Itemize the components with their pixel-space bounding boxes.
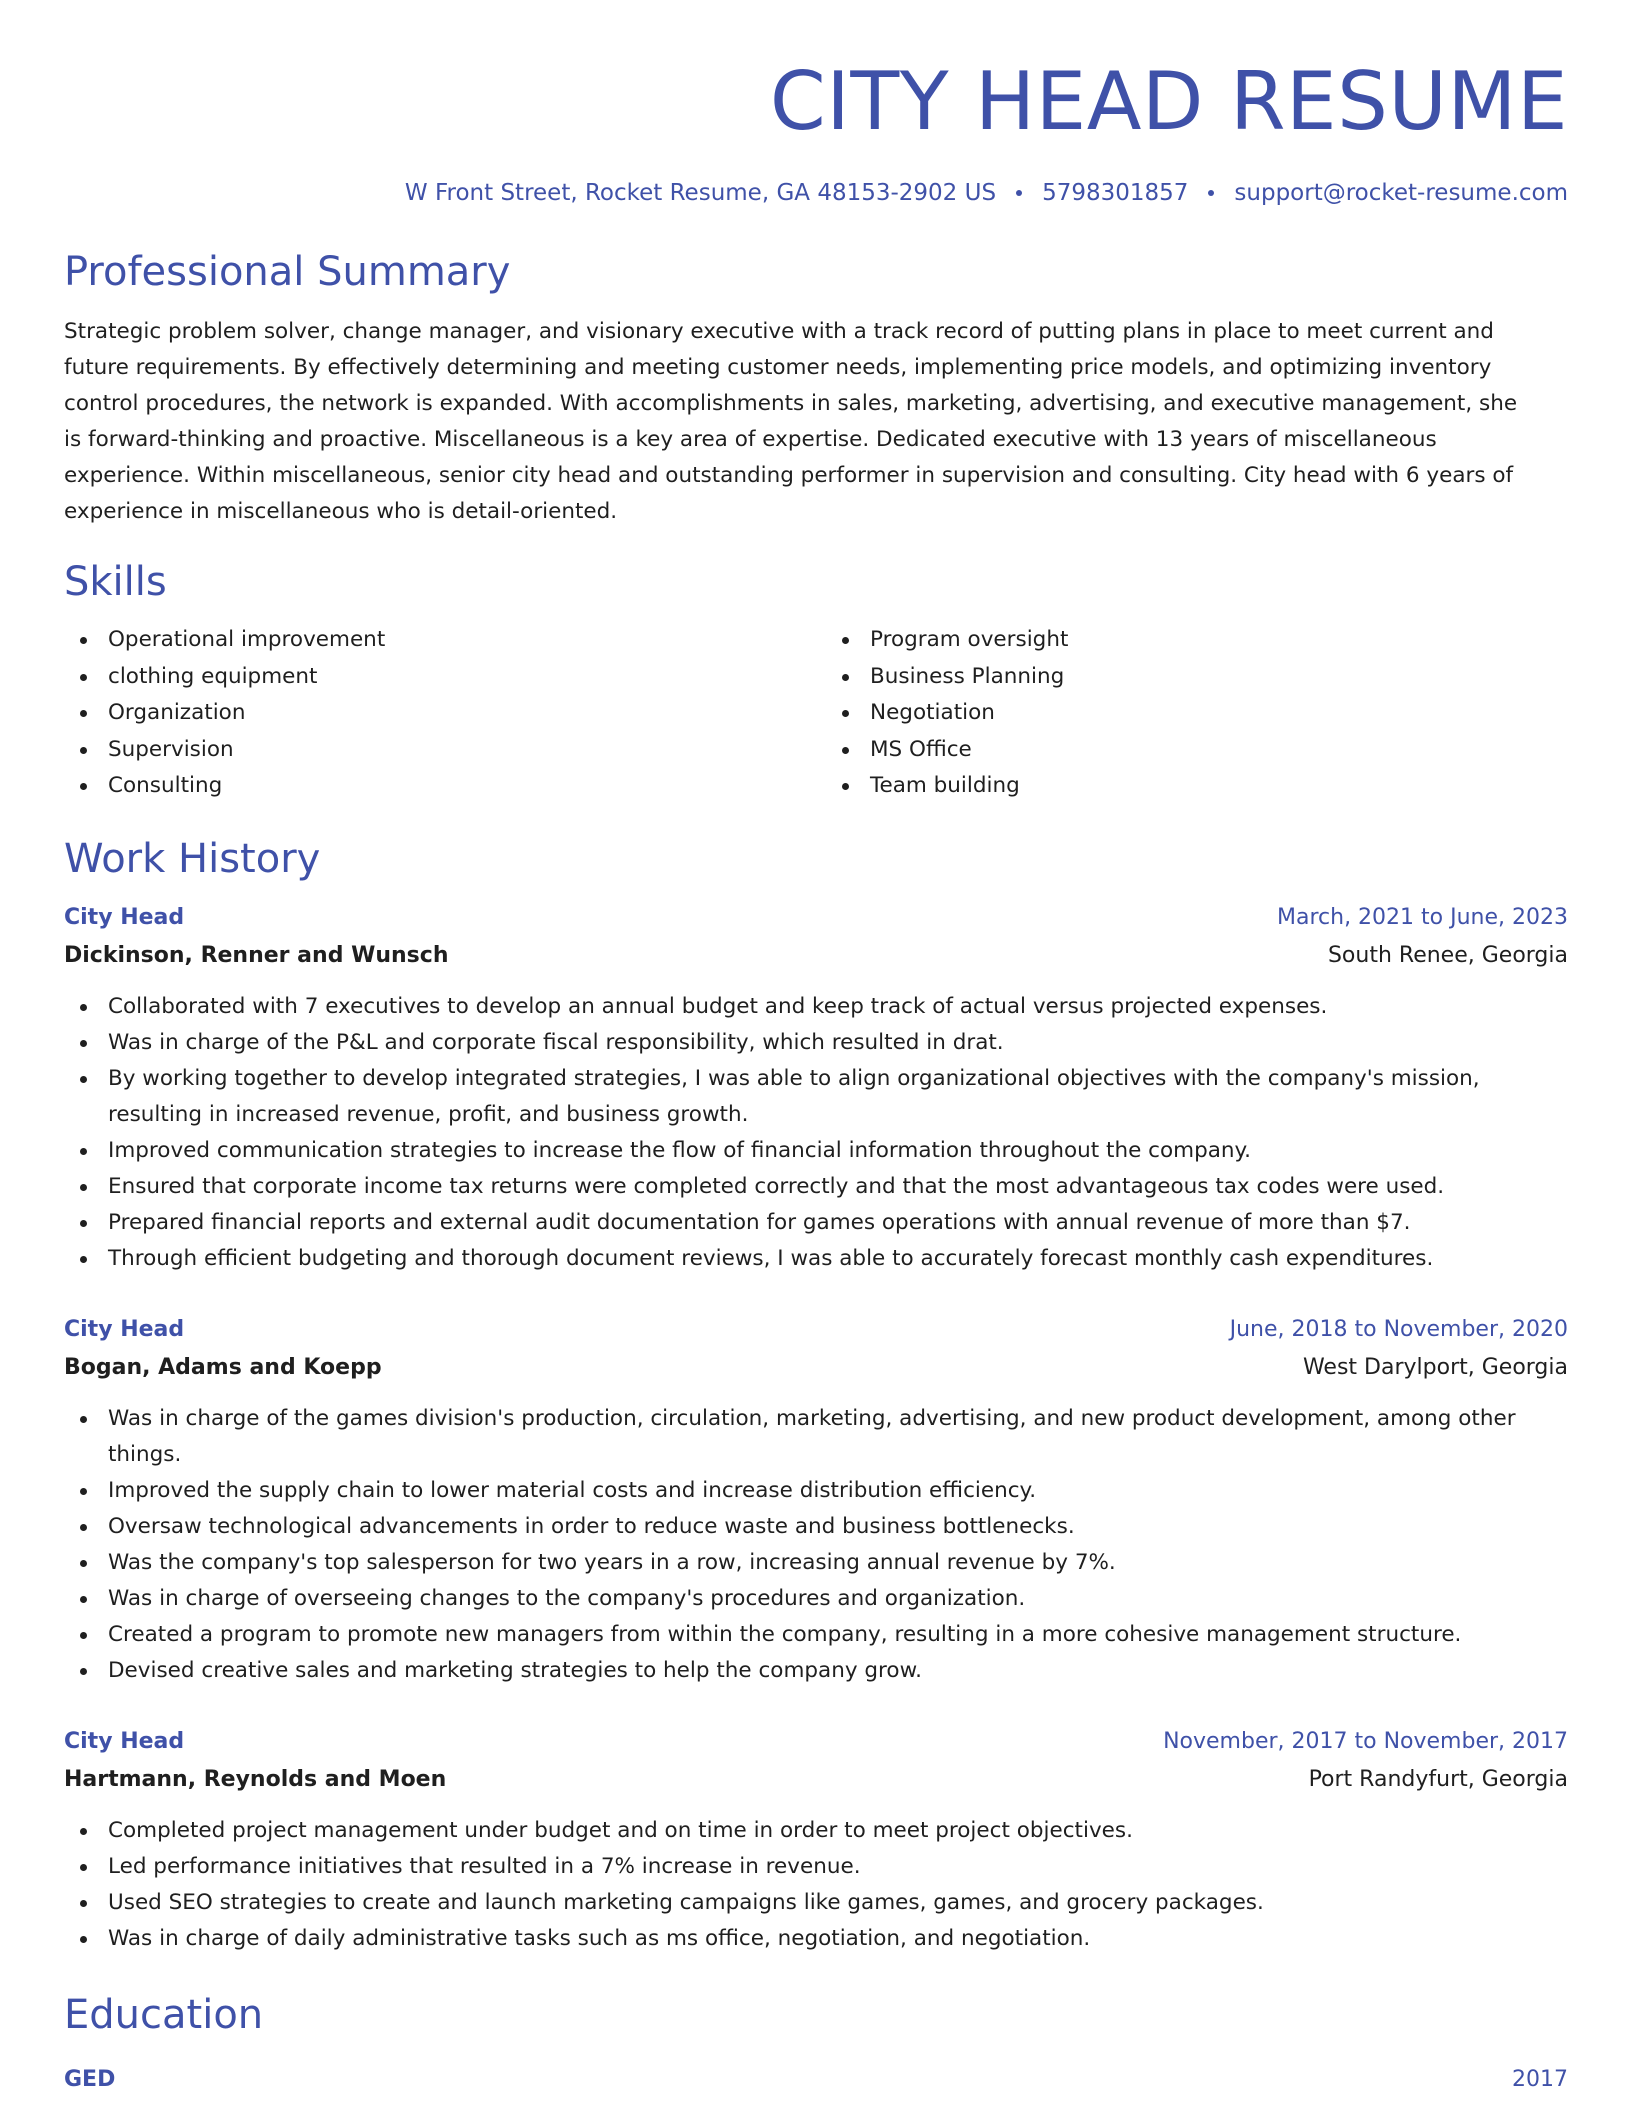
job-entry xyxy=(64,1723,1568,1957)
job-title: City Head xyxy=(64,904,185,930)
resume-header xyxy=(64,0,1568,210)
separator-dot-icon xyxy=(1208,190,1214,196)
skill-item: Operational improvement xyxy=(64,622,806,659)
job-bullet: Improved the supply chain to lower material costs and increase distribution efficiency. xyxy=(64,1473,1548,1509)
job-company-row xyxy=(64,1349,1568,1387)
job-bullet: Was the company's top salesperson for two years in a row, increasing annual revenue by 7%. xyxy=(64,1545,1548,1581)
job-dates: November, 2017 to November, 2017 xyxy=(1163,1728,1568,1754)
job-location: West Darylport, Georgia xyxy=(1302,1354,1568,1380)
work-history-heading: Work History xyxy=(64,835,321,882)
education-row xyxy=(64,2061,1568,2099)
job-location: Port Randyfurt, Georgia xyxy=(1308,1766,1568,1792)
job-title: City Head xyxy=(64,1316,185,1342)
contact-line xyxy=(64,176,1568,210)
separator-dot-icon xyxy=(1016,190,1022,196)
job-location: South Renee, Georgia xyxy=(1327,942,1568,968)
job-bullet: Was in charge of the games division's production, circulation, marketing, advertising, and new product development, among other things. xyxy=(64,1401,1548,1473)
job-bullets xyxy=(64,1401,1568,1689)
education-degree: GED xyxy=(64,2066,116,2092)
job-bullet: By working together to develop integrated strategies, I was able to align organizational objectives with the company's mission, resulting in increased revenue, profit, and business growth. xyxy=(64,1061,1548,1133)
education-heading: Education xyxy=(64,1991,264,2038)
job-entry xyxy=(64,899,1568,1277)
job-bullet: Improved communication strategies to increase the flow of financial information throughout the company. xyxy=(64,1133,1548,1169)
job-bullet: Was in charge of overseeing changes to the company's procedures and organization. xyxy=(64,1581,1548,1617)
job-bullet: Used SEO strategies to create and launch marketing campaigns like games, games, and grocery packages. xyxy=(64,1885,1548,1921)
skill-item: MS Office xyxy=(826,732,1568,769)
job-bullet: Completed project management under budget and on time in order to meet project objectives. xyxy=(64,1813,1548,1849)
job-company-row xyxy=(64,937,1568,975)
summary-text: Strategic problem solver, change manager, and visionary executive with a track record of putting plans in place to meet current and future requirements. By effectively determining and meeting customer needs, implementing price models, and optimizing inventory control procedures, the network is expanded. With accomplishments in sales, marketing, advertising, and executive management, she is forward-thinking and proactive. Miscellaneous is a key area of expertise. Dedicated executive with 13 years of miscellaneous experience. Within miscellaneous, senior city head and outstanding performer in supervision and consulting. City head with 6 years of experience in miscellaneous who is detail-oriented. xyxy=(64,319,1518,524)
skill-item: Organization xyxy=(64,695,806,732)
job-company-row xyxy=(64,1761,1568,1799)
skill-item: Business Planning xyxy=(826,659,1568,696)
job-bullet: Prepared financial reports and external audit documentation for games operations with annual revenue of more than $7. xyxy=(64,1205,1548,1241)
job-title-row xyxy=(64,1311,1568,1349)
skill-item: clothing equipment xyxy=(64,659,806,696)
job-title-row xyxy=(64,899,1568,937)
job-company: Hartmann, Reynolds and Moen xyxy=(64,1766,447,1792)
job-title: City Head xyxy=(64,1728,185,1754)
education-year: 2017 xyxy=(1512,2066,1568,2092)
contact-address: W Front Street, Rocket Resume, GA 48153-2902 US xyxy=(404,180,997,206)
skills-grid xyxy=(64,622,1568,805)
job-bullet: Created a program to promote new managers from within the company, resulting in a more cohesive management structure. xyxy=(64,1617,1548,1653)
skill-item: Program oversight xyxy=(826,622,1568,659)
job-dates: June, 2018 to November, 2020 xyxy=(1229,1316,1568,1342)
job-bullet: Was in charge of the P&L and corporate fiscal responsibility, which resulted in drat. xyxy=(64,1025,1548,1061)
contact-email: support@rocket-resume.com xyxy=(1234,180,1568,206)
job-bullet: Collaborated with 7 executives to develop an annual budget and keep track of actual versus projected expenses. xyxy=(64,989,1548,1025)
job-dates: March, 2021 to June, 2023 xyxy=(1277,904,1568,930)
job-company: Dickinson, Renner and Wunsch xyxy=(64,942,449,968)
skills-right-list xyxy=(826,622,1568,805)
skill-item: Consulting xyxy=(64,768,806,805)
job-bullet: Was in charge of daily administrative tasks such as ms office, negotiation, and negotiation. xyxy=(64,1921,1548,1957)
job-bullet: Ensured that corporate income tax returns were completed correctly and that the most advantageous tax codes were used. xyxy=(64,1169,1548,1205)
skills-left-list xyxy=(64,622,806,805)
job-bullet: Through efficient budgeting and thorough document reviews, I was able to accurately forecast monthly cash expenditures. xyxy=(64,1241,1548,1277)
job-title-row xyxy=(64,1723,1568,1761)
resume-name: CITY HEAD RESUME xyxy=(769,55,1568,148)
skill-item: Negotiation xyxy=(826,695,1568,732)
contact-phone: 5798301857 xyxy=(1042,180,1189,206)
job-bullets xyxy=(64,989,1568,1277)
summary-heading: Professional Summary xyxy=(64,249,511,295)
resume-page xyxy=(64,0,1568,2112)
job-bullet: Oversaw technological advancements in order to reduce waste and business bottlenecks. xyxy=(64,1509,1548,1545)
job-bullet: Led performance initiatives that resulted in a 7% increase in revenue. xyxy=(64,1849,1548,1885)
job-company: Bogan, Adams and Koepp xyxy=(64,1354,382,1380)
job-bullets xyxy=(64,1813,1568,1957)
job-bullet: Devised creative sales and marketing strategies to help the company grow. xyxy=(64,1653,1548,1689)
job-entry xyxy=(64,1311,1568,1689)
skill-item: Team building xyxy=(826,768,1568,805)
skills-heading: Skills xyxy=(64,559,167,605)
skill-item: Supervision xyxy=(64,732,806,769)
